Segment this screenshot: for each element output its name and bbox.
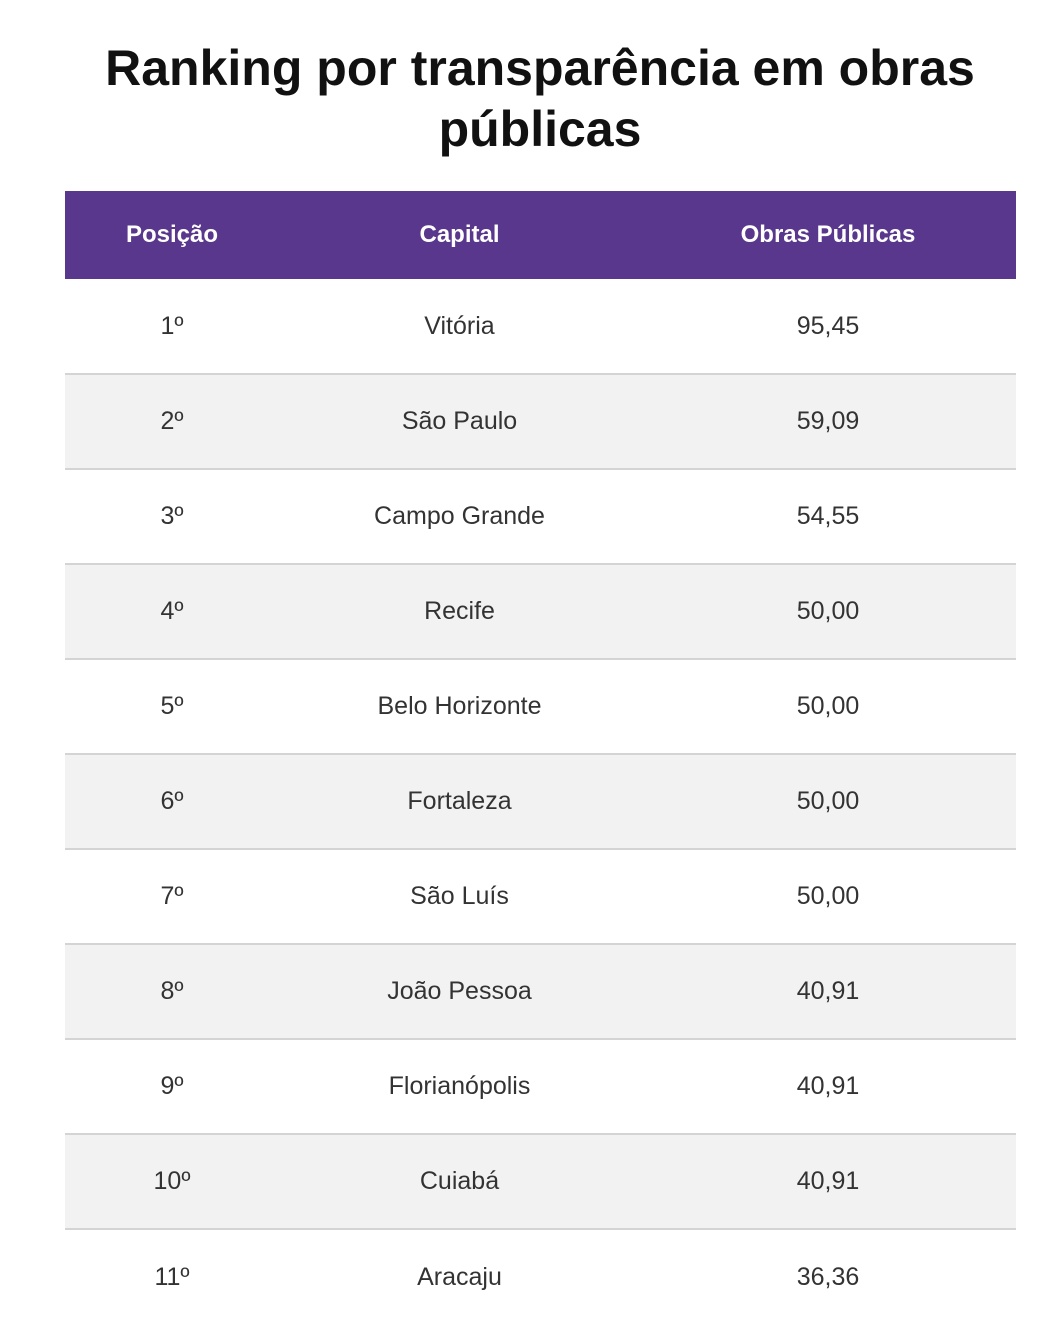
column-header-capital: Capital: [419, 221, 500, 248]
table-row: [65, 374, 1016, 469]
cell-obras-publicas: 50,00: [796, 692, 860, 720]
cell-capital: Recife: [424, 597, 495, 625]
cell-obras-publicas: 40,91: [796, 1072, 860, 1100]
cell-capital: João Pessoa: [387, 977, 532, 1005]
cell-position: 7º: [160, 882, 184, 910]
cell-position: 6º: [160, 787, 184, 815]
table-row: [65, 469, 1016, 564]
table-row: [65, 1039, 1016, 1134]
table-header-row: [65, 191, 1016, 279]
cell-position: 2º: [160, 407, 184, 435]
cell-position: 1º: [160, 311, 184, 340]
cell-capital: Vitória: [424, 311, 495, 340]
table-row: [65, 279, 1016, 374]
table-row: [65, 944, 1016, 1039]
table-row: [65, 564, 1016, 659]
cell-obras-publicas: 54,55: [796, 502, 860, 530]
cell-obras-publicas: 40,91: [796, 977, 860, 1005]
table-body: [65, 279, 1016, 1324]
cell-capital: Campo Grande: [374, 502, 545, 530]
cell-capital: Cuiabá: [419, 1167, 500, 1195]
table-row: [65, 754, 1016, 849]
cell-capital: São Luís: [410, 882, 509, 910]
cell-position: 5º: [160, 692, 184, 720]
table-row: [65, 1229, 1016, 1324]
cell-position: 8º: [160, 977, 184, 1005]
table-row: [65, 849, 1016, 944]
cell-position: 3º: [160, 502, 184, 530]
cell-position: 10º: [153, 1167, 191, 1195]
cell-obras-publicas: 59,09: [796, 407, 860, 435]
cell-obras-publicas: 40,91: [796, 1167, 860, 1195]
cell-position: 4º: [160, 597, 184, 625]
cell-obras-publicas: 95,45: [796, 311, 860, 340]
ranking-table-container: [65, 191, 1016, 1324]
ranking-table: [65, 191, 1016, 1324]
table-row: [65, 659, 1016, 754]
cell-capital: Belo Horizonte: [377, 692, 542, 720]
column-header-obras-publicas: Obras Públicas: [740, 221, 916, 248]
cell-obras-publicas: 50,00: [796, 882, 860, 910]
cell-capital: São Paulo: [401, 407, 518, 435]
cell-capital: Fortaleza: [407, 787, 512, 815]
column-header-position: Posição: [125, 221, 219, 248]
cell-obras-publicas: 36,36: [796, 1262, 860, 1291]
cell-obras-publicas: 50,00: [796, 787, 860, 815]
page-title: Ranking por transparência em obras públicas: [105, 40, 975, 157]
cell-obras-publicas: 50,00: [796, 597, 860, 625]
cell-position: 11º: [154, 1262, 190, 1291]
cell-position: 9º: [160, 1072, 184, 1100]
table-row: [65, 1134, 1016, 1229]
cell-capital: Florianópolis: [388, 1072, 531, 1100]
cell-capital: Aracaju: [417, 1262, 502, 1291]
